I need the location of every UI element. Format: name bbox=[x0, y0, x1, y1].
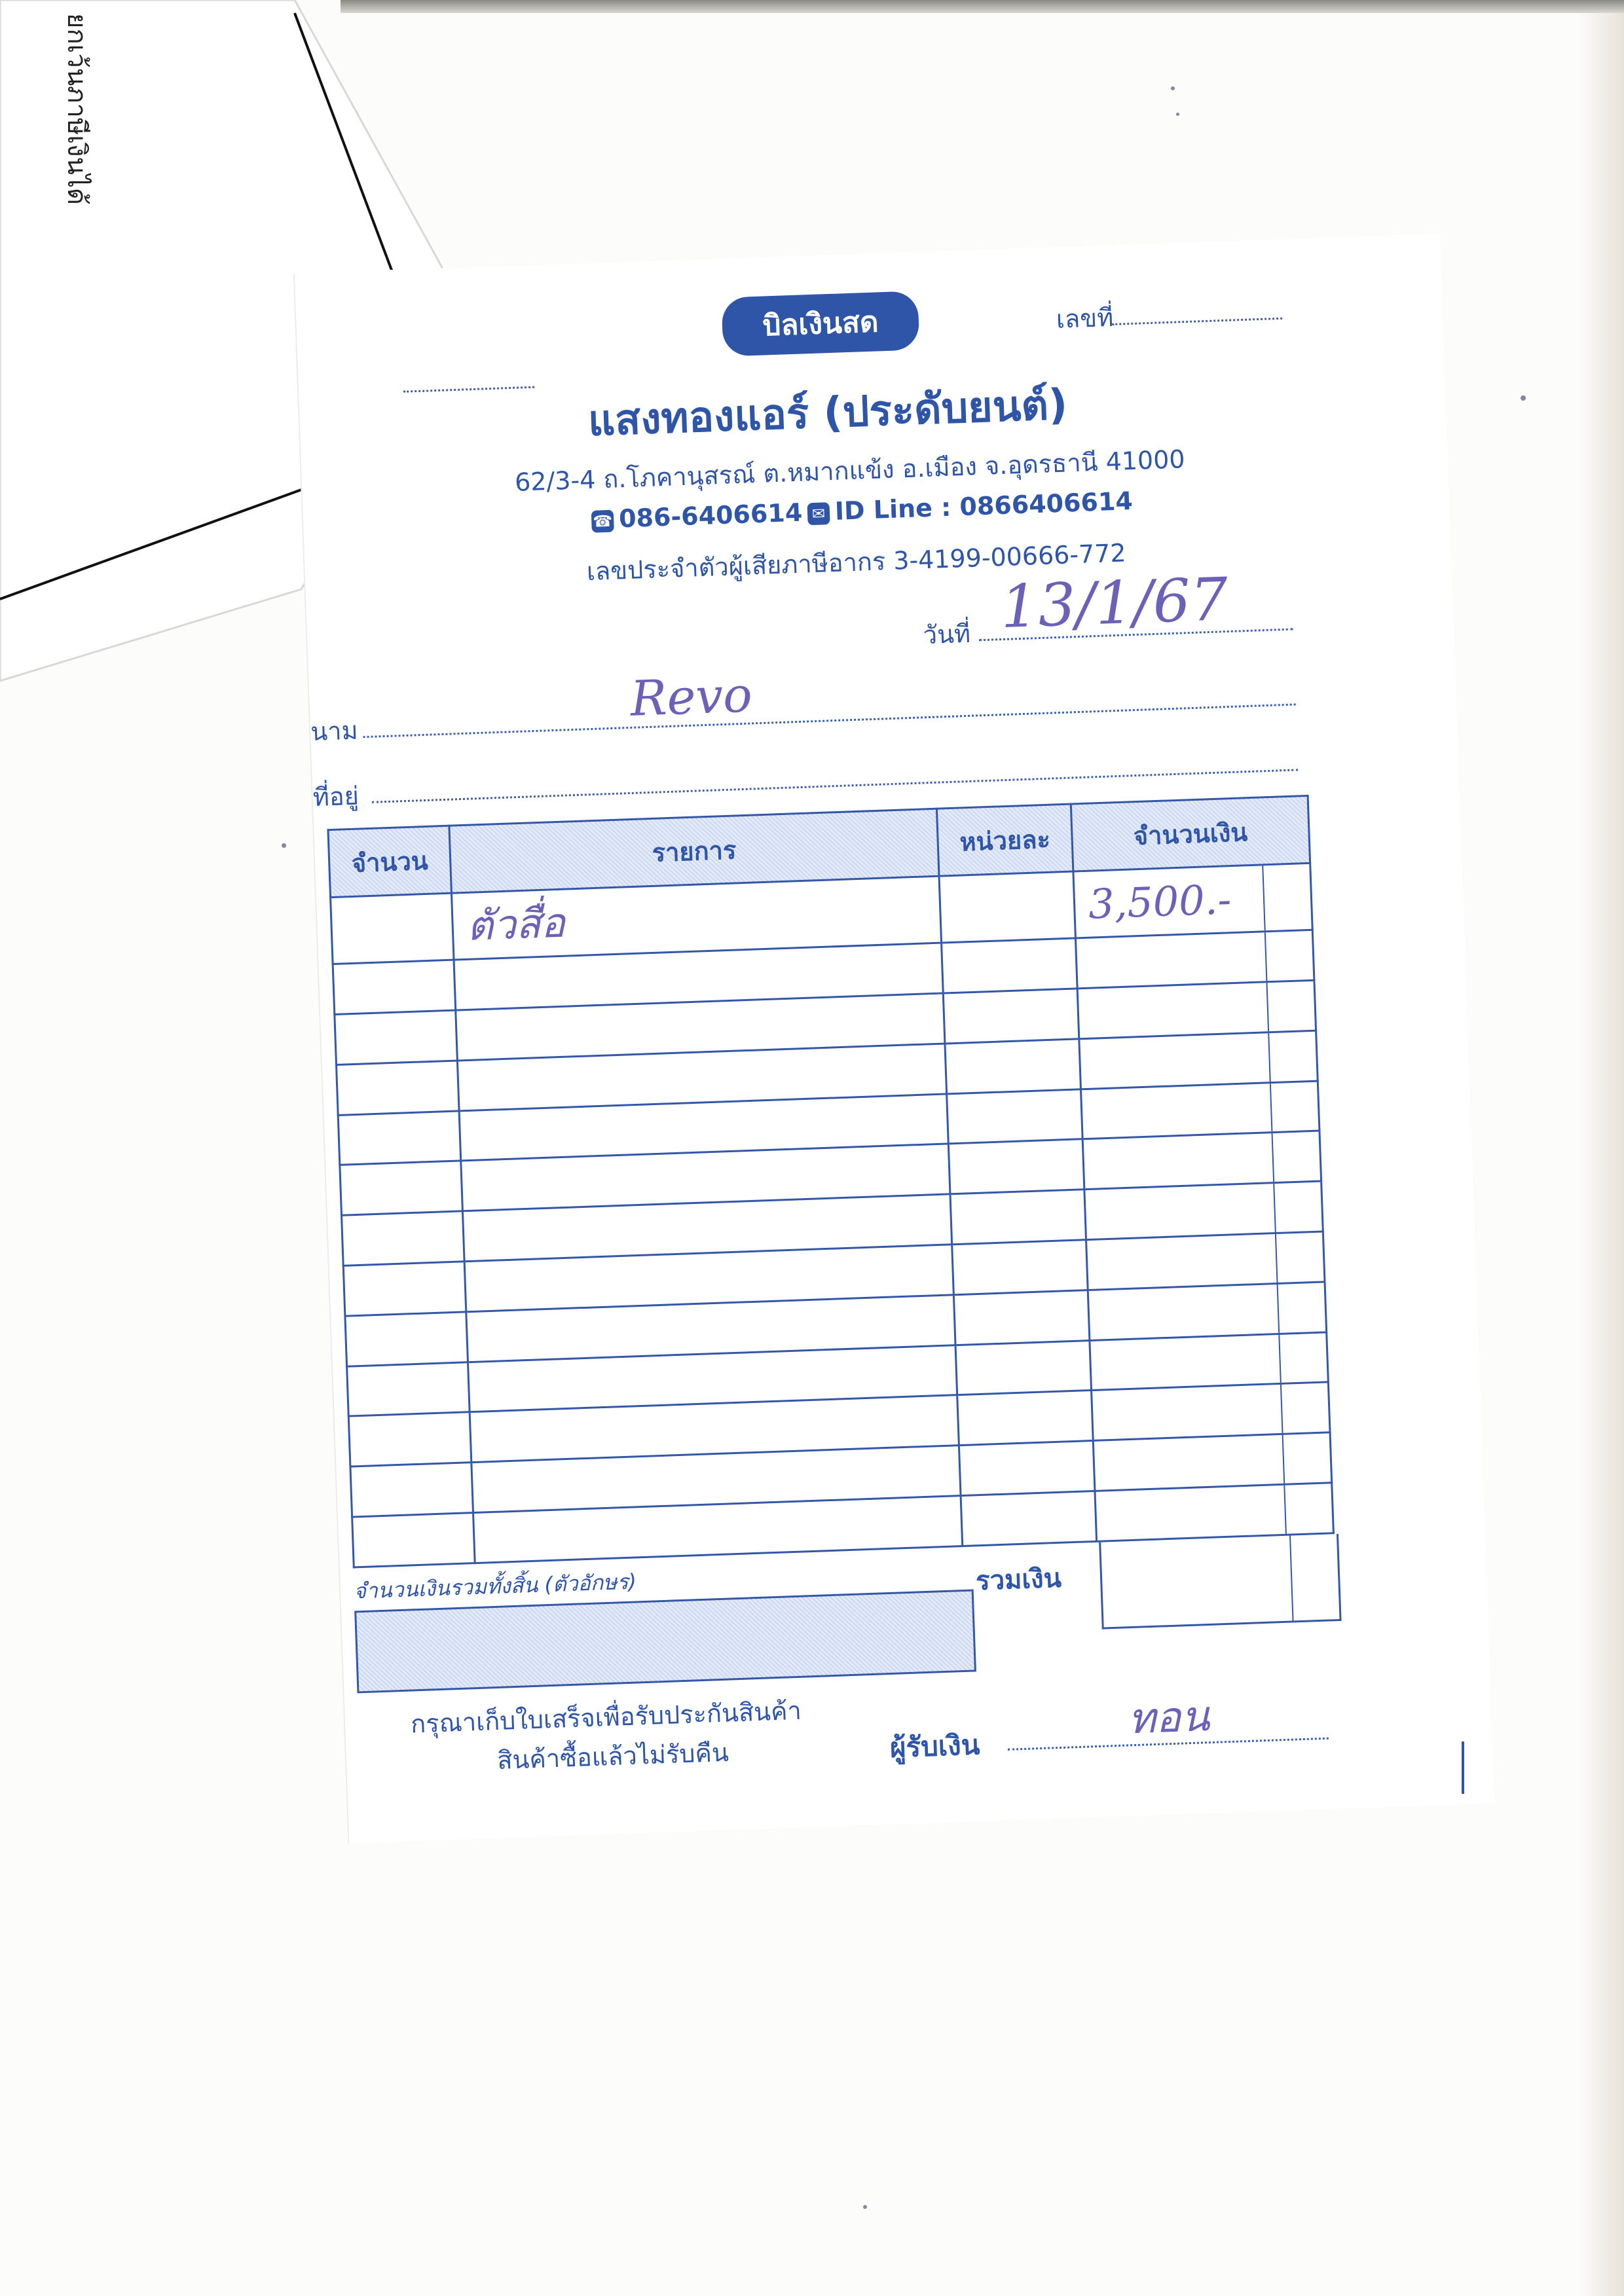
unit-price-cell bbox=[950, 1190, 1086, 1245]
cell-text bbox=[353, 1518, 368, 1566]
cell-text bbox=[962, 1497, 977, 1545]
quantity-cell bbox=[333, 960, 456, 1014]
amount-cell bbox=[1086, 1231, 1325, 1290]
name-label: นาม bbox=[310, 716, 359, 746]
cell-text bbox=[472, 1463, 487, 1512]
cell-text bbox=[1089, 1291, 1104, 1339]
cell-text bbox=[1094, 1442, 1109, 1490]
header-unit-price: หน่วยละ bbox=[936, 804, 1073, 876]
note-line-1: กรุณาเก็บใบเสร็จเพื่อรับประกันสินค้า bbox=[410, 1696, 802, 1739]
unit-price-cell bbox=[959, 1441, 1095, 1496]
quantity-cell bbox=[343, 1262, 466, 1316]
unit-price-cell bbox=[945, 1039, 1081, 1094]
cell-text bbox=[342, 1216, 358, 1265]
quantity-cell bbox=[347, 1362, 470, 1416]
receipt-type-badge: บิลเงินสด bbox=[721, 291, 919, 356]
cell-text bbox=[350, 1417, 365, 1466]
cell-text bbox=[332, 906, 347, 955]
cell-text bbox=[339, 1116, 354, 1164]
quantity-cell bbox=[335, 1010, 458, 1065]
cell-text bbox=[1085, 1190, 1100, 1239]
cell-text bbox=[940, 885, 955, 934]
page-top-edge bbox=[341, 0, 1624, 13]
amount-cell bbox=[1093, 1432, 1331, 1491]
cash-receipt bbox=[59, 234, 1456, 1851]
scan-edge-shadow bbox=[1578, 0, 1624, 2296]
cell-text bbox=[1087, 1241, 1102, 1289]
company-name: แสงทองแอร์ (ประดับยนต์) bbox=[587, 380, 1069, 446]
cell-text bbox=[467, 1313, 482, 1361]
receipt-number-label: เลขที่ bbox=[1056, 302, 1114, 334]
quantity-cell bbox=[338, 1110, 461, 1165]
cell-text bbox=[960, 1446, 975, 1495]
cell-text bbox=[460, 1112, 475, 1160]
cell-text bbox=[466, 1262, 481, 1311]
cell-text bbox=[471, 1413, 486, 1461]
header-quantity: จำนวน bbox=[328, 826, 451, 897]
cell-text bbox=[348, 1367, 363, 1415]
cell-text bbox=[341, 1166, 356, 1214]
company-address: 62/3-4 ถ.โภคานุสรณ์ ต.หมากแข้ง อ.เมือง จ.อุดรธานี 41000 bbox=[514, 445, 1186, 497]
cell-text bbox=[337, 1065, 352, 1114]
underlying-form-text: ยกเว้นภาษีเงินได้ bbox=[62, 13, 92, 205]
scan-speck bbox=[1521, 395, 1526, 401]
cell-text bbox=[462, 1161, 477, 1210]
total-amount-box bbox=[1099, 1534, 1341, 1630]
amount-cell bbox=[1082, 1131, 1321, 1189]
cell-text bbox=[948, 1095, 963, 1143]
quantity-cell bbox=[350, 1463, 473, 1517]
amount-cell bbox=[1079, 1030, 1318, 1089]
phone-icon: ☎ bbox=[591, 509, 614, 532]
quantity-cell bbox=[340, 1161, 463, 1215]
quantity-cell bbox=[331, 893, 454, 964]
total-label: รวมเงิน bbox=[975, 1563, 1062, 1597]
amount-cell bbox=[1084, 1181, 1323, 1239]
cell-text bbox=[474, 1514, 489, 1562]
unit-price-cell bbox=[947, 1089, 1083, 1144]
line-id-text: ID Line : 0866406614 bbox=[834, 486, 1134, 526]
cell-text bbox=[346, 1317, 361, 1365]
cell-text: 3,500.- bbox=[1087, 875, 1232, 928]
cell-text bbox=[352, 1467, 367, 1516]
handwritten-date: 13/1/67 bbox=[999, 565, 1229, 642]
scan-speck bbox=[1171, 86, 1175, 90]
quantity-cell bbox=[352, 1513, 475, 1567]
cell-text bbox=[955, 1296, 970, 1344]
cell-text bbox=[1096, 1492, 1111, 1540]
cell-text bbox=[469, 1362, 484, 1411]
quantity-cell bbox=[345, 1312, 468, 1366]
quantity-cell bbox=[342, 1211, 465, 1266]
cell-text bbox=[942, 943, 957, 992]
quantity-cell bbox=[348, 1412, 471, 1467]
cell-text bbox=[944, 994, 959, 1042]
cell-text bbox=[1084, 1140, 1099, 1188]
amount-cell bbox=[1095, 1483, 1333, 1542]
header-amount: จำนวนเงิน bbox=[1071, 795, 1310, 871]
cell-text bbox=[1077, 939, 1092, 987]
unit-price-cell bbox=[943, 989, 1079, 1044]
note-line-2: สินค้าซื้อแล้วไม่รับคืน bbox=[496, 1738, 729, 1776]
unit-price-cell bbox=[957, 1391, 1094, 1446]
unit-price-cell bbox=[961, 1491, 1097, 1546]
cell-text bbox=[1079, 989, 1094, 1038]
scan-speck bbox=[1176, 113, 1179, 116]
unit-price-cell bbox=[953, 1290, 1090, 1345]
cell-text bbox=[953, 1245, 968, 1294]
cell-text bbox=[1082, 1089, 1097, 1138]
receiver-signature: ทอน bbox=[1127, 1692, 1211, 1744]
line-app-icon: ✉ bbox=[807, 502, 830, 525]
date-label: วันที่ bbox=[922, 619, 971, 650]
unit-price-cell bbox=[948, 1139, 1084, 1194]
cell-text bbox=[334, 965, 349, 1013]
amount-cell bbox=[1080, 1081, 1319, 1139]
total-in-words-label: จำนวนเงินรวมทั้งสิ้น (ตัวอักษร) bbox=[353, 1569, 637, 1604]
quantity-cell bbox=[337, 1061, 460, 1115]
cell-text bbox=[1090, 1341, 1105, 1389]
ink-mark bbox=[1462, 1741, 1464, 1794]
amount-cell bbox=[1075, 930, 1314, 988]
cell-text bbox=[946, 1044, 961, 1093]
cell-text bbox=[950, 1144, 965, 1193]
amount-cell bbox=[1092, 1382, 1330, 1440]
unit-price-cell bbox=[952, 1240, 1088, 1295]
cell-text bbox=[344, 1266, 360, 1315]
cell-text bbox=[455, 960, 470, 1009]
cell-text bbox=[958, 1396, 973, 1444]
header-description: รายการ bbox=[449, 809, 939, 893]
cell-text bbox=[458, 1061, 473, 1110]
cell-text bbox=[335, 1015, 350, 1064]
cell-text bbox=[1080, 1040, 1095, 1088]
amount-cell bbox=[1090, 1332, 1328, 1391]
phone-number: 086-6406614 bbox=[618, 498, 803, 534]
cell-text bbox=[456, 1011, 471, 1059]
unit-price-cell bbox=[942, 938, 1078, 993]
scan-speck bbox=[863, 2205, 867, 2209]
items-table bbox=[327, 795, 1335, 1569]
unit-price-cell bbox=[955, 1340, 1092, 1395]
amount-cell bbox=[1077, 980, 1316, 1038]
unit-price-cell bbox=[939, 871, 1075, 943]
amount-cell bbox=[1073, 863, 1312, 938]
receiver-label: ผู้รับเงิน bbox=[889, 1728, 981, 1764]
cell-text bbox=[464, 1212, 479, 1260]
address-label: ที่อยู่ bbox=[312, 781, 360, 812]
amount-cell bbox=[1088, 1282, 1326, 1340]
cell-text bbox=[957, 1345, 972, 1394]
cell-text: ตัวสื่อ bbox=[466, 898, 566, 950]
cell-text bbox=[1092, 1391, 1107, 1440]
cell-text bbox=[951, 1195, 967, 1243]
handwritten-name: Revo bbox=[629, 666, 754, 727]
tax-id: เลขประจำตัวผู้เสียภาษีอากร 3-4199-00666-772 bbox=[586, 538, 1127, 587]
